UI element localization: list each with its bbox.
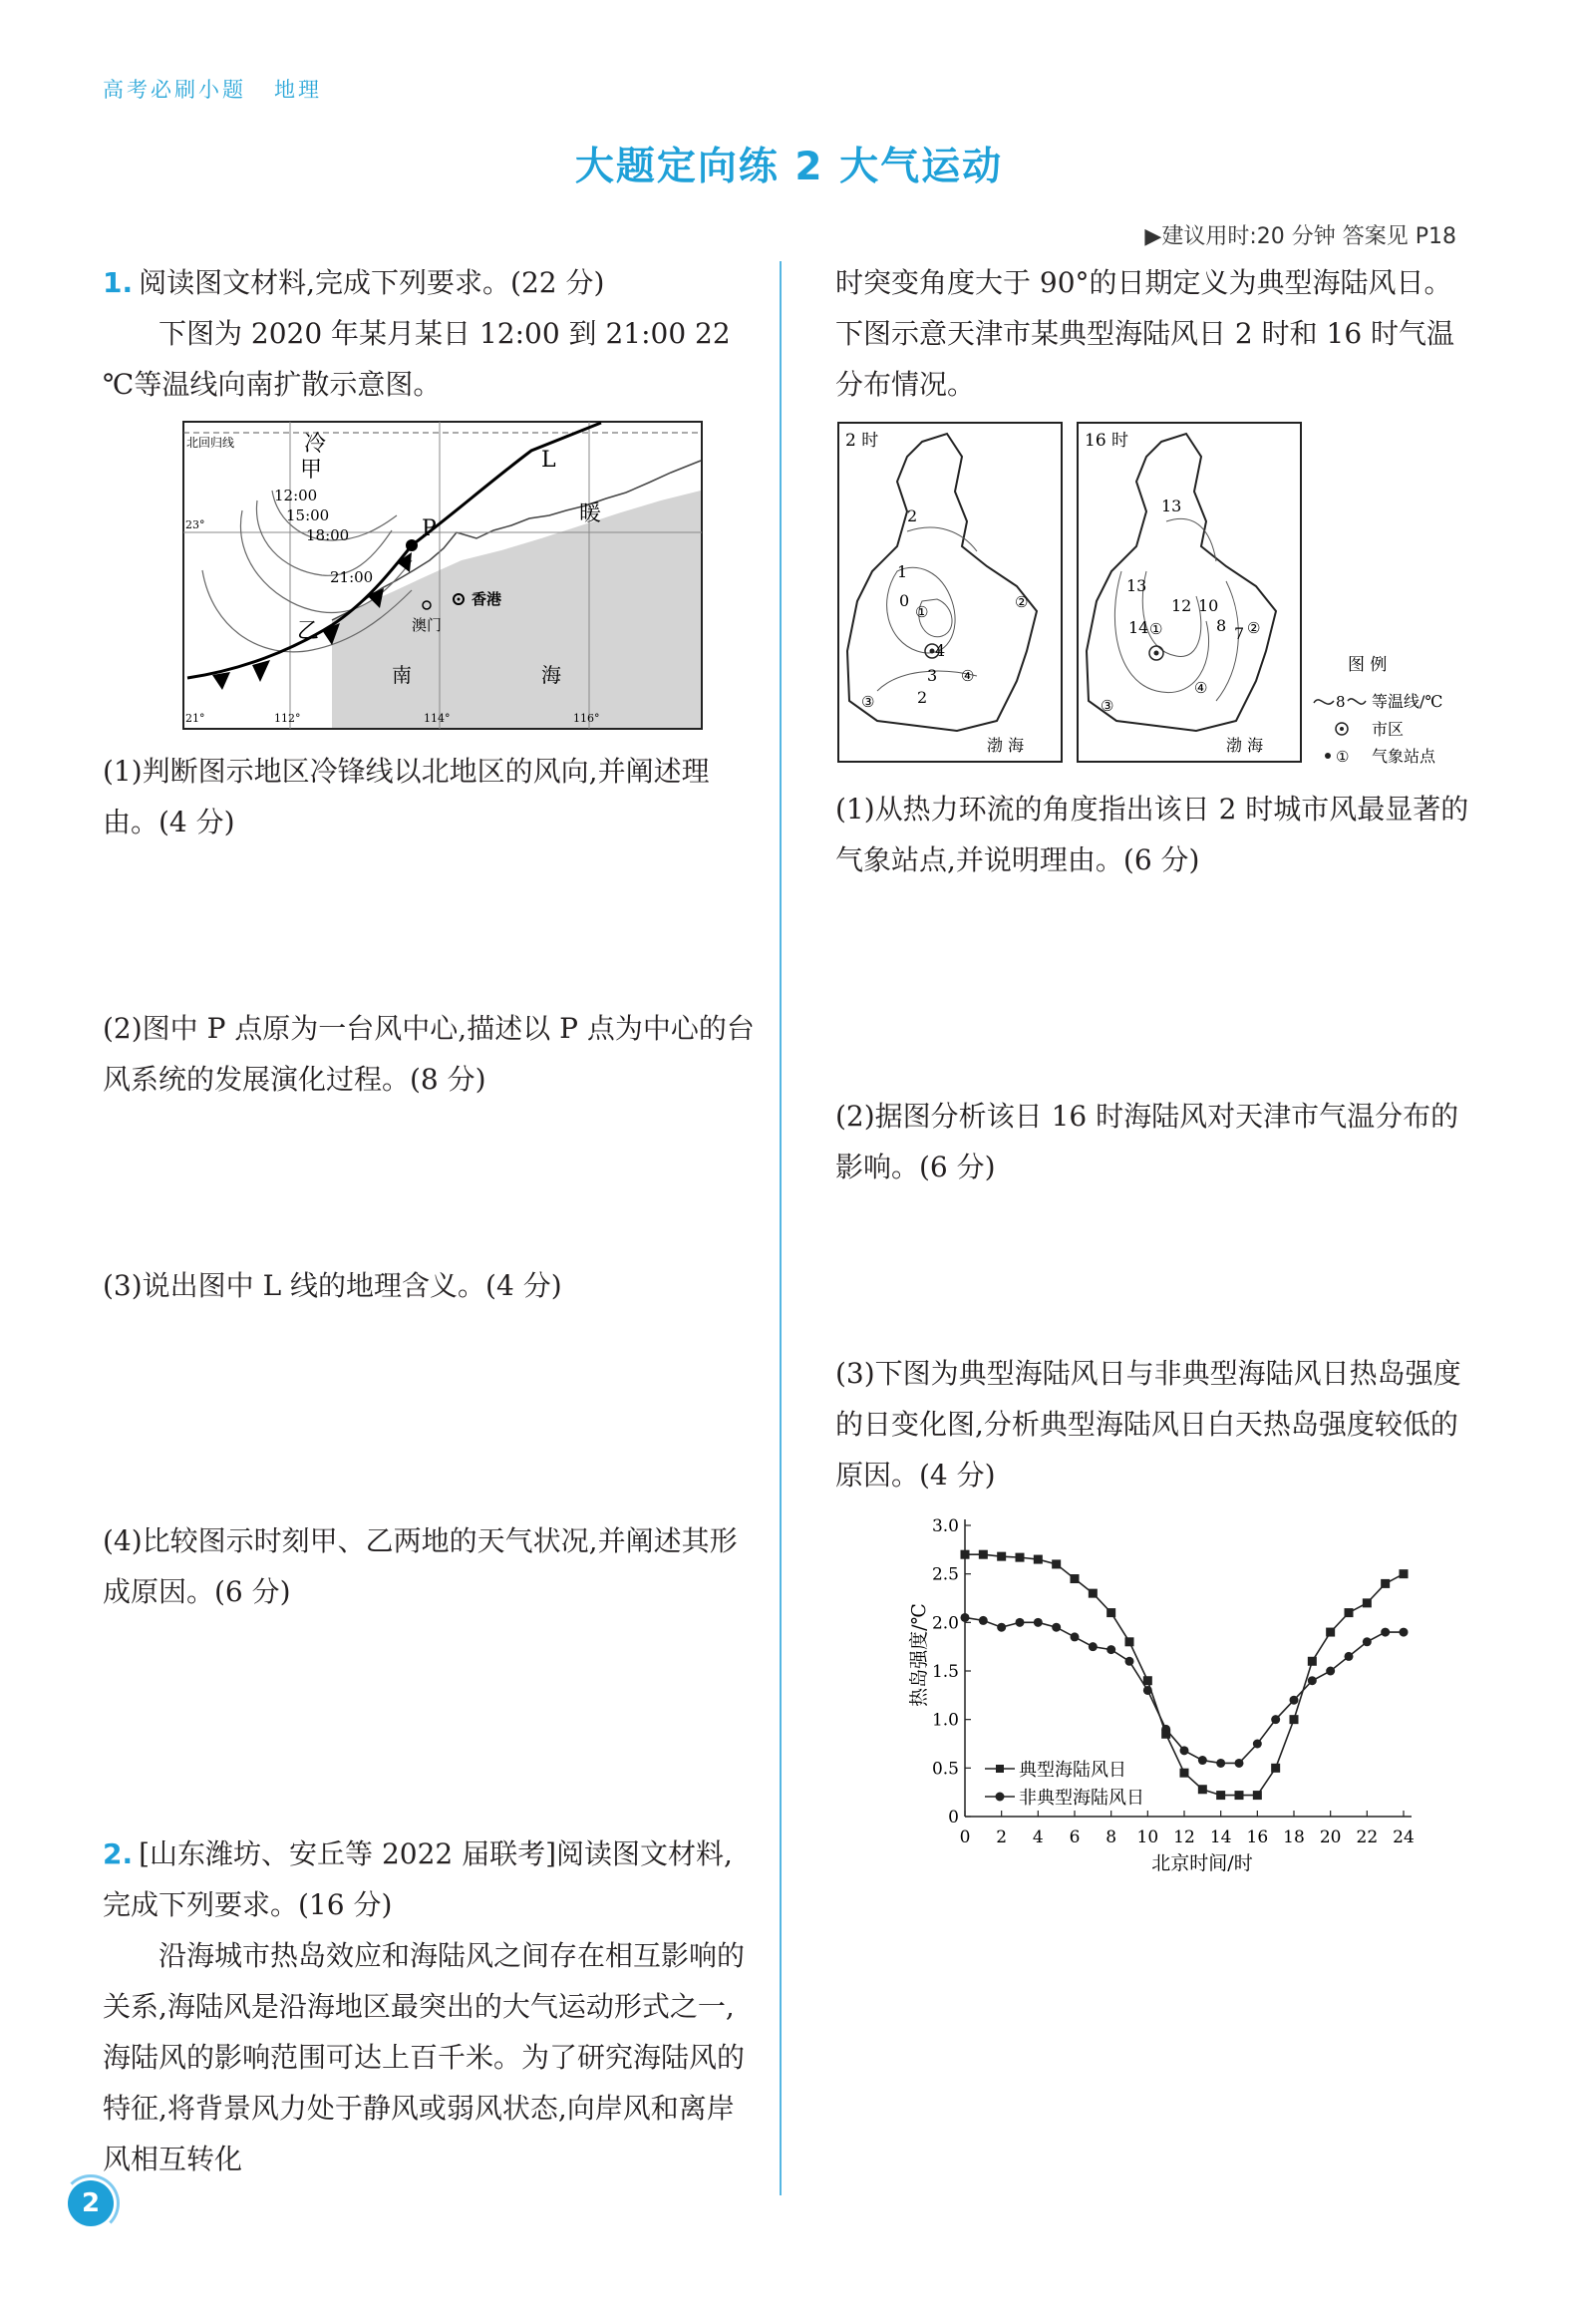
chart-point-typical <box>1216 1791 1225 1800</box>
chart-x-tick-label: 10 <box>1136 1827 1159 1847</box>
chart-point-nontypical <box>1326 1667 1335 1676</box>
heat-island-chart <box>897 1495 1416 1894</box>
chart-point-typical <box>961 1550 970 1559</box>
chart-x-tick-label: 14 <box>1209 1827 1232 1847</box>
map-label-1200: 12:00 <box>274 487 318 504</box>
chart-point-nontypical <box>1216 1759 1225 1768</box>
chart-point-typical <box>979 1550 988 1559</box>
chart-point-typical <box>1089 1589 1098 1598</box>
map-16h-bohai: 渤 海 <box>1226 736 1264 755</box>
book-name: 高考必刷小题 <box>103 78 246 102</box>
chart-point-typical <box>1106 1608 1115 1617</box>
legend-iso-num: 8 <box>1336 693 1346 711</box>
svg-text:3: 3 <box>927 666 938 685</box>
q2-sub2: (2)据图分析该日 16 时海陆风对天津市气温分布的影响。(6 分) <box>835 1100 1459 1183</box>
chart-point-typical <box>1345 1608 1354 1617</box>
q2-intro: [山东潍坊、安丘等 2022 届联考]阅读图文材料,完成下列要求。(16 分) <box>103 1837 733 1921</box>
chart-point-typical <box>1363 1598 1372 1607</box>
chart-point-nontypical <box>1089 1642 1098 1651</box>
map-label-1800: 18:00 <box>306 526 350 544</box>
svg-text:②: ② <box>1247 619 1261 637</box>
q1-text: 下图为 2020 年某月某日 12:00 到 21:00 22 ℃等温线向南扩散示意图。 <box>103 317 731 401</box>
chart-point-nontypical <box>1400 1628 1409 1637</box>
q2-text-right: 时突变角度大于 90°的日期定义为典型海陆风日。下图示意天津市某典型海陆风日 2 时和 16 时气温分布情况。 <box>835 266 1455 401</box>
chart-point-typical <box>1326 1628 1335 1637</box>
chart-point-nontypical <box>997 1623 1006 1632</box>
map-label-lon112: 112° <box>274 712 301 725</box>
legend-station-num: ① <box>1336 748 1350 766</box>
svg-text:12: 12 <box>1171 596 1192 615</box>
q2-block <box>103 1828 756 2184</box>
chart-point-nontypical <box>1198 1756 1207 1765</box>
map-2h-label: 2 时 <box>845 431 879 451</box>
chart-point-typical <box>997 1552 1006 1561</box>
svg-text:①: ① <box>915 603 929 621</box>
map-label-warm: 暖 <box>579 501 602 526</box>
legend-isotherm: 等温线/℃ <box>1372 692 1443 711</box>
page-number: 2 <box>68 2180 114 2226</box>
chart-point-typical <box>1143 1676 1152 1685</box>
chart-point-nontypical <box>1235 1759 1244 1768</box>
q1-sub2: (2)图中 P 点原为一台风中心,描述以 P 点为中心的台风系统的发展演化过程。(8 分) <box>103 1012 755 1096</box>
chart-point-nontypical <box>1161 1725 1170 1734</box>
svg-text:1: 1 <box>897 562 908 581</box>
q1-sub3: (3)说出图中 L 线的地理含义。(4 分) <box>103 1269 562 1302</box>
chart-x-tick-label: 18 <box>1283 1827 1305 1847</box>
legend-nontypical: 非典型海陆风日 <box>1019 1788 1144 1809</box>
map-label-north-tropic: 北回归线 <box>186 436 235 450</box>
chart-point-nontypical <box>1106 1645 1115 1654</box>
chart-x-tick-label: 2 <box>996 1827 1008 1847</box>
svg-text:②: ② <box>1015 593 1029 611</box>
chart-point-nontypical <box>1180 1746 1189 1755</box>
chart-point-nontypical <box>1290 1696 1299 1705</box>
map-label-lon114: 114° <box>424 712 451 725</box>
map-label-jia: 甲 <box>300 458 323 483</box>
svg-text:7: 7 <box>1234 624 1245 643</box>
chart-legend <box>985 1760 1144 1809</box>
chart-point-nontypical <box>1381 1628 1390 1637</box>
chart-series-line-1 <box>965 1617 1404 1763</box>
map-label-macau: 澳门 <box>412 616 443 634</box>
chart-point-typical <box>1381 1579 1390 1588</box>
map-label-2100: 21:00 <box>330 568 374 586</box>
svg-text:2: 2 <box>907 506 918 525</box>
legend-title: 图 例 <box>1348 655 1388 675</box>
q2-number: 2. <box>103 1837 134 1870</box>
chart-x-tick-label: 22 <box>1356 1827 1379 1847</box>
q1-intro: 阅读图文材料,完成下列要求。(22 分) <box>139 266 605 299</box>
q2-sub3: (3)下图为典型海陆风日与非典型海陆风日热岛强度的日变化图,分析典型海陆风日白天热岛强度较低的原因。(4 分) <box>835 1357 1461 1492</box>
map-label-L: L <box>541 448 556 473</box>
q1-sub4: (4)比较图示时刻甲、乙两地的天气状况,并阐述其形成原因。(6 分) <box>103 1524 738 1608</box>
map-label-lat21: 21° <box>185 712 205 725</box>
chart-point-typical <box>1016 1553 1025 1562</box>
chart-point-typical <box>1052 1559 1061 1568</box>
svg-text:④: ④ <box>961 667 975 685</box>
chart-point-nontypical <box>1271 1715 1280 1724</box>
map-label-lat23: 23° <box>185 518 205 531</box>
chart-y-tick-label: 0 <box>948 1808 959 1827</box>
chart-y-tick-label: 3.0 <box>931 1516 959 1536</box>
chart-xlabel: 北京时间/时 <box>1151 1852 1253 1874</box>
chart-point-typical <box>1180 1769 1189 1778</box>
chart-ylabel: 热岛强度/℃ <box>908 1603 930 1707</box>
svg-text:13: 13 <box>1126 576 1147 595</box>
chart-x-tick-label: 24 <box>1393 1827 1415 1847</box>
chart-point-nontypical <box>1125 1657 1134 1666</box>
svg-text:2: 2 <box>917 688 928 707</box>
chart-x-tick-label: 20 <box>1319 1827 1342 1847</box>
map-label-lon116: 116° <box>573 712 600 725</box>
chart-point-typical <box>1308 1657 1317 1666</box>
legend-typical: 典型海陆风日 <box>1019 1760 1126 1781</box>
svg-text:③: ③ <box>861 693 875 711</box>
chart-point-nontypical <box>1016 1618 1025 1627</box>
subject-name: 地理 <box>274 78 322 102</box>
chart-point-nontypical <box>979 1616 988 1625</box>
chart-point-nontypical <box>1143 1686 1152 1695</box>
svg-text:14: 14 <box>1128 618 1149 637</box>
map-label-sea: 海 <box>541 663 561 687</box>
q1-number: 1. <box>103 266 134 299</box>
chart-point-typical <box>1400 1569 1409 1578</box>
chart-x-tick-label: 12 <box>1173 1827 1195 1847</box>
chart-x-tick-label: 16 <box>1246 1827 1269 1847</box>
chart-point-nontypical <box>1363 1637 1372 1646</box>
svg-text:0: 0 <box>899 591 910 610</box>
legend-city: 市区 <box>1372 720 1405 739</box>
q1-sub1: (1)判断图示地区冷锋线以北地区的风向,并阐述理由。(4 分) <box>103 755 710 838</box>
page-title: 大题定向练 2 大气运动 <box>574 145 1004 189</box>
chart-y-tick-label: 2.0 <box>931 1613 959 1634</box>
chart-x-tick-label: 8 <box>1105 1827 1117 1847</box>
column-divider <box>780 261 782 2195</box>
chart-point-typical <box>1253 1791 1262 1800</box>
q1-block <box>103 257 756 410</box>
chart-point-nontypical <box>1345 1652 1354 1661</box>
chart-point-typical <box>1271 1764 1280 1773</box>
q2-tianjin-maps <box>837 422 1480 773</box>
chart-point-typical <box>1125 1637 1134 1646</box>
chart-x-tick-label: 0 <box>959 1827 971 1847</box>
chart-y-tick-label: 1.0 <box>931 1710 959 1731</box>
chart-y-tick-label: 0.5 <box>931 1759 959 1780</box>
chart-point-typical <box>1290 1715 1299 1724</box>
legend-station: 气象站点 <box>1372 747 1436 766</box>
chart-point-nontypical <box>1071 1632 1080 1641</box>
chart-point-nontypical <box>1052 1623 1061 1632</box>
chart-point-nontypical <box>1308 1676 1317 1685</box>
chart-point-typical <box>1198 1785 1207 1794</box>
svg-text:④: ④ <box>1194 679 1208 697</box>
chart-point-typical <box>1235 1791 1244 1800</box>
svg-text:①: ① <box>1149 620 1163 638</box>
chart-x-tick-label: 4 <box>1032 1827 1044 1847</box>
map-label-south: 南 <box>392 663 412 687</box>
svg-text:10: 10 <box>1198 596 1219 615</box>
chart-point-nontypical <box>1253 1740 1262 1749</box>
map-2h-bohai: 渤 海 <box>987 736 1025 755</box>
q2-text-left: 沿海城市热岛效应和海陆风之间存在相互影响的关系,海陆风是沿海地区最突出的大气运动形式之一,海陆风的影响范围可达上百千米。为了研究海陆风的特征,将背景风力处于静风或弱风状态,向岸风和离岸风相互转化 <box>103 1939 746 2175</box>
running-header <box>103 74 350 104</box>
q1-cold-front-map <box>182 421 703 730</box>
svg-text:13: 13 <box>1161 497 1182 515</box>
map-label-P: P <box>422 516 437 541</box>
chart-point-nontypical <box>961 1613 970 1622</box>
chart-y-tick-label: 1.5 <box>931 1662 959 1682</box>
map-label-1500: 15:00 <box>286 506 330 524</box>
svg-text:8: 8 <box>1216 616 1227 635</box>
svg-text:③: ③ <box>1101 697 1114 715</box>
chart-y-tick-label: 2.5 <box>931 1564 959 1585</box>
map-label-hongkong: 香港 <box>472 590 502 608</box>
map-16h-label: 16 时 <box>1085 431 1129 451</box>
chart-point-nontypical <box>1034 1618 1043 1627</box>
map-label-yi: 乙 <box>297 619 320 644</box>
chart-point-typical <box>1034 1555 1043 1564</box>
chart-x-tick-label: 6 <box>1069 1827 1081 1847</box>
map-label-cold: 冷 <box>304 432 327 457</box>
svg-text:4: 4 <box>935 641 946 660</box>
chart-point-typical <box>1071 1574 1080 1583</box>
suggested-time: ▶建议用时:20 分钟 答案见 P18 <box>1144 224 1456 249</box>
q2-sub1: (1)从热力环流的角度指出该日 2 时城市风最显著的气象站点,并说明理由。(6 分) <box>835 793 1469 876</box>
